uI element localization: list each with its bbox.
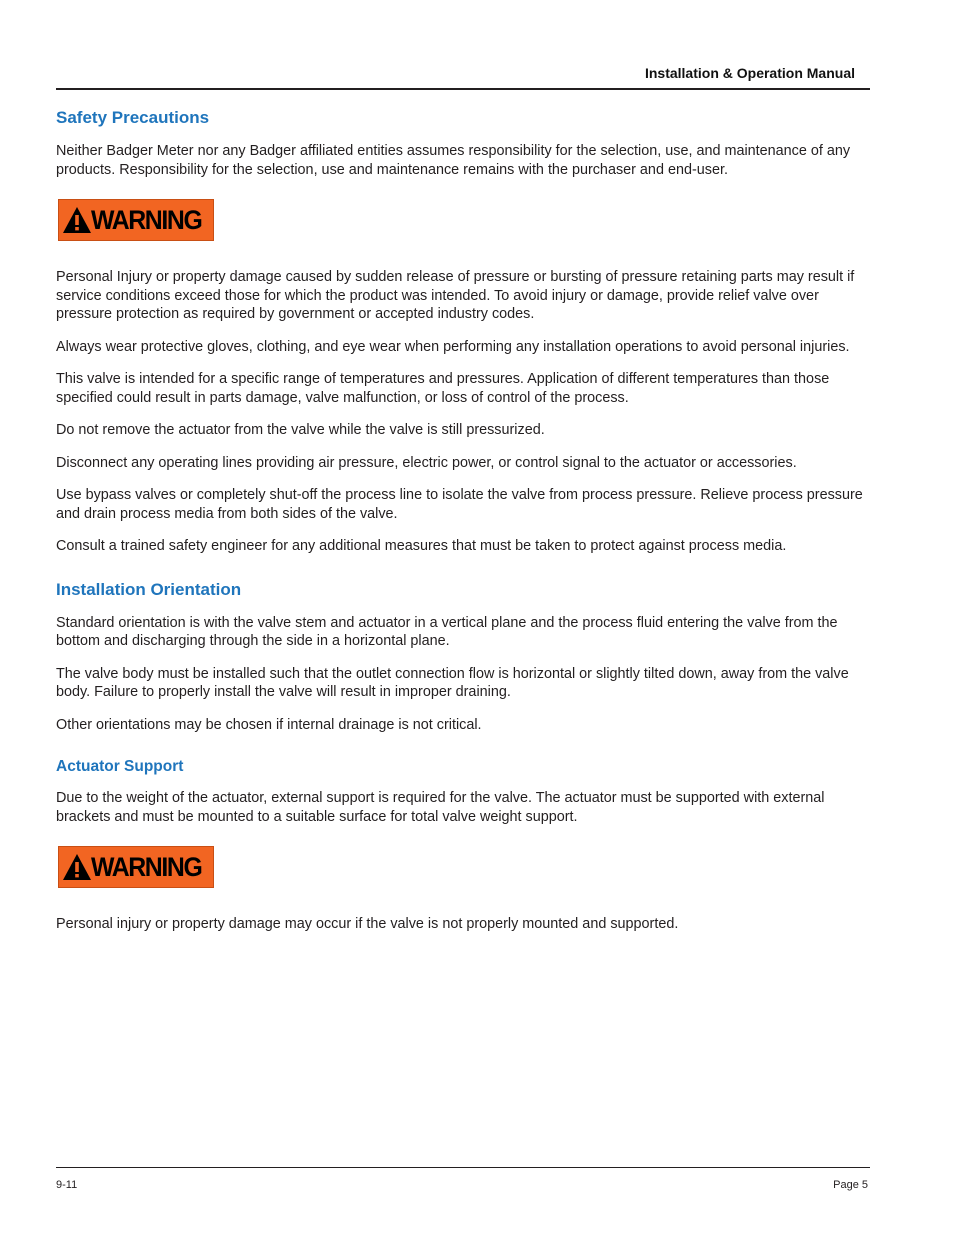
warning-text: WARNING xyxy=(91,851,202,882)
orientation-heading: Installation Orientation xyxy=(56,579,242,599)
page-content xyxy=(56,108,870,948)
safety-paragraph: Use bypass valves or completely shut-off the process line to isolate the valve from process pressure. Relieve process pressure and drain process media from both sides of the valve. xyxy=(56,487,863,522)
header-divider xyxy=(56,88,870,90)
actuator-warning-paragraph: Personal injury or property damage may occur if the valve is not properly mounted and supported. xyxy=(56,916,679,932)
orientation-paragraph: Other orientations may be chosen if internal drainage is not critical. xyxy=(56,716,482,733)
safety-paragraph: Consult a trained safety engineer for any additional measures that must be taken to protect against process media. xyxy=(56,538,787,554)
document-code: 9-11 xyxy=(56,1179,78,1191)
footer-divider xyxy=(56,1167,870,1168)
actuator-support-intro: Due to the weight of the actuator, external support is required for the valve. The actuator must be supported with external brackets and must be mounted to a suitable surface for total valve weight support. xyxy=(56,790,825,825)
warning-label-2 xyxy=(58,846,214,888)
safety-heading: Safety Precautions xyxy=(56,108,210,127)
manual-title: Installation & Operation Manual xyxy=(644,65,855,81)
page-number: Page 5 xyxy=(833,1179,868,1191)
safety-paragraph: Do not remove the actuator from the valve while the valve is still pressurized. xyxy=(56,422,545,438)
warning-label-1 xyxy=(58,199,214,241)
safety-intro: Neither Badger Meter nor any Badger affiliated entities assumes responsibility for the selection, use, and maintenance of any products. Responsibility for the selection, use and maintenance remains with the purchaser and end-user. xyxy=(56,143,851,178)
warning-triangle-icon xyxy=(62,206,92,234)
orientation-paragraph: The valve body must be installed such that the outlet connection flow is horizontal or slightly tilted down, away from the valve body. Failure to properly install the valve will result in improper draining. xyxy=(56,665,849,700)
warning-triangle-icon xyxy=(62,853,92,881)
safety-paragraph: Personal Injury or property damage caused by sudden release of pressure or bursting of pressure retaining parts may result if service conditions exceed those for which the product was intended. To avoid injury or damage, provide relief valve over pressure protection as required by government or accepted industry codes. xyxy=(56,269,855,322)
warning-text: WARNING xyxy=(91,204,202,235)
safety-paragraph: Always wear protective gloves, clothing, and eye wear when performing any installation operations to avoid personal injuries. xyxy=(56,338,850,355)
orientation-paragraph: Standard orientation is with the valve stem and actuator in a vertical plane and the process fluid entering the valve from the bottom and discharging through the side in a horizontal plane. xyxy=(56,614,838,649)
actuator-support-heading: Actuator Support xyxy=(56,758,184,775)
safety-paragraph: This valve is intended for a specific range of temperatures and pressures. Application of different temperatures than those specified could result in parts damage, valve malfunction, or loss of control of the process. xyxy=(56,371,830,406)
safety-paragraph: Disconnect any operating lines providing air pressure, electric power, or control signal to the actuator or accessories. xyxy=(56,454,797,471)
